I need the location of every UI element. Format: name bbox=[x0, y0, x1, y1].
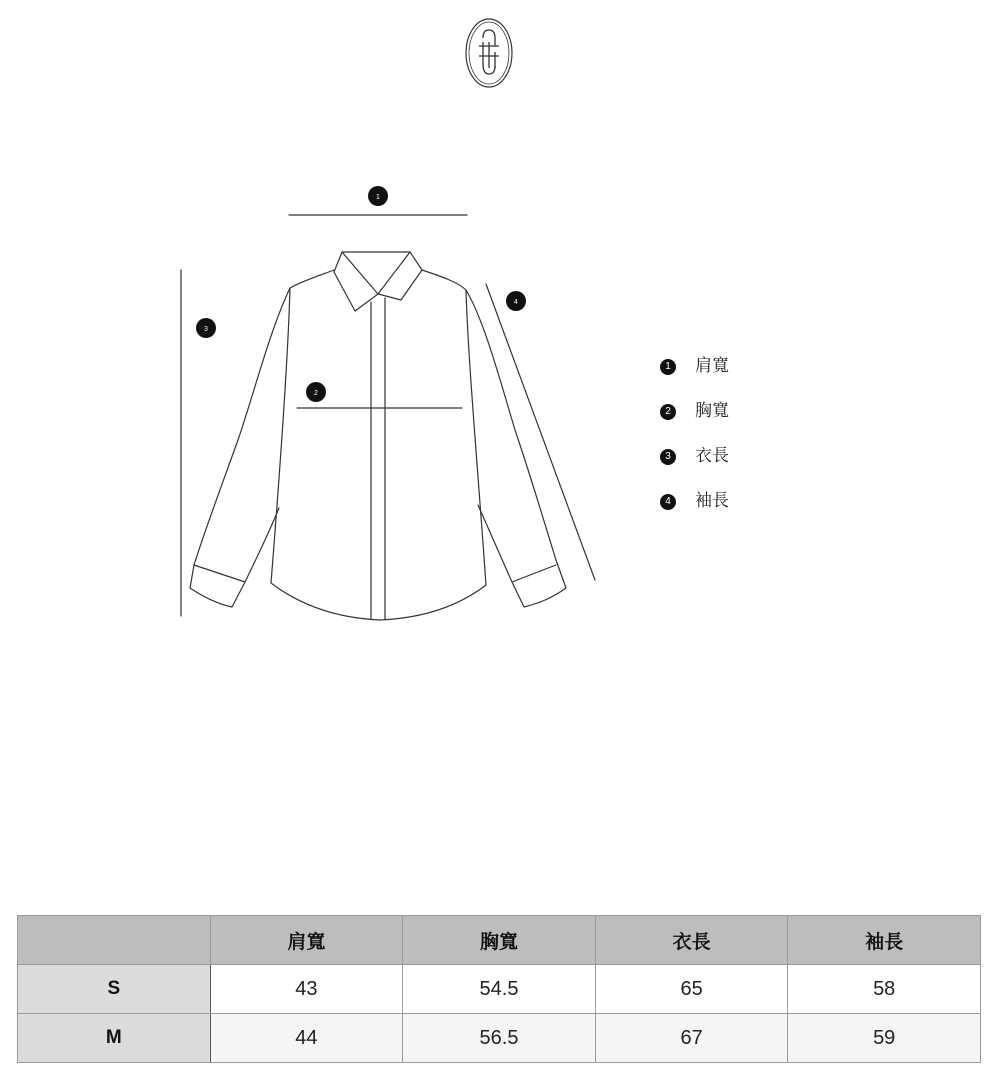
table-cell: 43 bbox=[210, 965, 403, 1014]
table-cell: 58 bbox=[788, 965, 981, 1014]
table-cell: 59 bbox=[788, 1014, 981, 1063]
legend-marker: 2 bbox=[660, 404, 676, 420]
shirt-body-outline bbox=[271, 288, 486, 620]
shirt-placket bbox=[371, 298, 385, 619]
table-cell: 54.5 bbox=[403, 965, 596, 1014]
table-cell: 67 bbox=[595, 1014, 788, 1063]
table-header-row bbox=[18, 916, 981, 965]
table-cell: 44 bbox=[210, 1014, 403, 1063]
table-header-cell: 胸寬 bbox=[403, 916, 596, 965]
monogram-logo-icon bbox=[464, 16, 514, 90]
legend-label: 衣長 bbox=[695, 446, 729, 466]
legend-label: 胸寬 bbox=[695, 401, 729, 421]
legend-item-chest bbox=[660, 389, 900, 434]
legend-marker: 3 bbox=[660, 449, 676, 465]
size-label: S bbox=[18, 965, 211, 1014]
legend-item-length bbox=[660, 434, 900, 479]
shirt-measurement-diagram bbox=[0, 170, 640, 640]
svg-text:1: 1 bbox=[376, 194, 380, 201]
marker-3 bbox=[196, 318, 216, 338]
table-row bbox=[18, 965, 981, 1014]
legend-marker: 1 bbox=[660, 359, 676, 375]
table-header-cell: 肩寬 bbox=[210, 916, 403, 965]
sleeve-length-line bbox=[486, 284, 595, 580]
svg-text:2: 2 bbox=[314, 390, 318, 397]
svg-text:4: 4 bbox=[514, 299, 518, 306]
right-sleeve bbox=[466, 290, 566, 607]
svg-text:3: 3 bbox=[204, 326, 208, 333]
marker-1 bbox=[368, 186, 388, 206]
shirt-collar bbox=[334, 252, 422, 311]
legend-label: 袖長 bbox=[695, 491, 729, 511]
table-cell: 65 bbox=[595, 965, 788, 1014]
table-cell: 56.5 bbox=[403, 1014, 596, 1063]
size-chart-table bbox=[17, 915, 981, 1063]
table-header-cell: 袖長 bbox=[788, 916, 981, 965]
legend-label: 肩寬 bbox=[695, 356, 729, 376]
marker-2 bbox=[306, 382, 326, 402]
marker-4 bbox=[506, 291, 526, 311]
legend-item-shoulder bbox=[660, 344, 900, 389]
table-header-cell: 衣長 bbox=[595, 916, 788, 965]
size-label: M bbox=[18, 1014, 211, 1063]
measurement-legend bbox=[660, 344, 900, 524]
table-row bbox=[18, 1014, 981, 1063]
legend-item-sleeve bbox=[660, 479, 900, 524]
table-header-cell bbox=[18, 916, 211, 965]
legend-marker: 4 bbox=[660, 494, 676, 510]
